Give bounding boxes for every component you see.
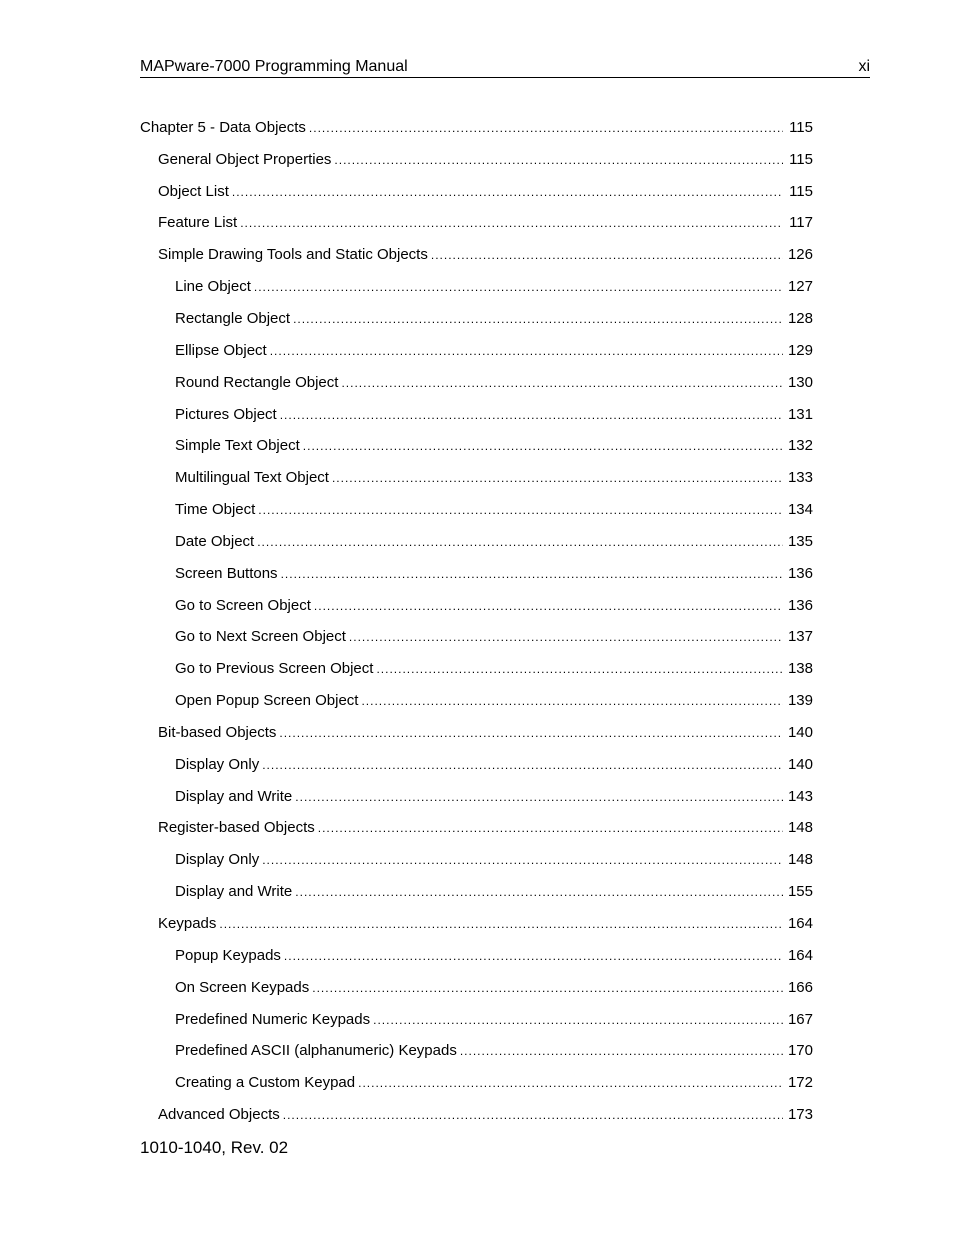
toc-entry-title: Display and Write bbox=[175, 787, 295, 807]
toc-entry-page: 138 bbox=[783, 659, 813, 679]
toc-entry-title: General Object Properties bbox=[158, 150, 334, 170]
toc-entry[interactable] bbox=[140, 1099, 813, 1131]
dot-leader bbox=[232, 182, 783, 202]
page-number: xi bbox=[858, 58, 870, 75]
toc-entry-page: 140 bbox=[783, 723, 813, 743]
toc-entry[interactable] bbox=[140, 1004, 813, 1036]
toc-entry-page: 170 bbox=[783, 1041, 813, 1061]
toc-entry-title: Display and Write bbox=[175, 882, 295, 902]
dot-leader bbox=[312, 978, 783, 998]
toc-entry[interactable] bbox=[140, 112, 813, 144]
dot-leader bbox=[303, 436, 783, 456]
dot-leader bbox=[318, 818, 783, 838]
toc-entry[interactable] bbox=[140, 590, 813, 622]
toc-entry-page: 137 bbox=[783, 627, 813, 647]
toc-entry[interactable] bbox=[140, 622, 813, 654]
toc-entry[interactable] bbox=[140, 462, 813, 494]
toc-entry-page: 164 bbox=[783, 914, 813, 934]
dot-leader bbox=[361, 691, 783, 711]
toc-entry-title: Multilingual Text Object bbox=[175, 468, 332, 488]
dot-leader bbox=[431, 245, 783, 265]
toc-entry[interactable] bbox=[140, 844, 813, 876]
toc-entry-page: 155 bbox=[783, 882, 813, 902]
dot-leader bbox=[293, 309, 783, 329]
toc-entry-page: 130 bbox=[783, 373, 813, 393]
toc-entry-page: 148 bbox=[783, 818, 813, 838]
toc-entry[interactable] bbox=[140, 303, 813, 335]
toc-entry-title: Rectangle Object bbox=[175, 309, 293, 329]
toc-entry[interactable] bbox=[140, 717, 813, 749]
toc-entry-page: 148 bbox=[783, 850, 813, 870]
toc-entry-title: Chapter 5 - Data Objects bbox=[140, 118, 309, 138]
dot-leader bbox=[281, 564, 783, 584]
toc-entry[interactable] bbox=[140, 1035, 813, 1067]
toc-entry[interactable] bbox=[140, 685, 813, 717]
dot-leader bbox=[270, 341, 783, 361]
dot-leader bbox=[283, 1105, 783, 1125]
dot-leader bbox=[284, 946, 783, 966]
toc-entry-page: 134 bbox=[783, 500, 813, 520]
toc-entry-page: 115 bbox=[783, 150, 813, 170]
toc-entry-title: Ellipse Object bbox=[175, 341, 270, 361]
toc-entry-page: 115 bbox=[783, 118, 813, 138]
toc-entry-title: Date Object bbox=[175, 532, 257, 552]
toc-entry[interactable] bbox=[140, 271, 813, 303]
toc-entry-title: On Screen Keypads bbox=[175, 978, 312, 998]
toc-entry-title: Pictures Object bbox=[175, 405, 280, 425]
toc-entry[interactable] bbox=[140, 144, 813, 176]
document-id: 1010-1040, Rev. 02 bbox=[140, 1138, 289, 1157]
toc-entry-page: 136 bbox=[783, 564, 813, 584]
toc-entry[interactable] bbox=[140, 399, 813, 431]
toc-entry-page: 131 bbox=[783, 405, 813, 425]
toc-entry[interactable] bbox=[140, 749, 813, 781]
toc-entry-page: 164 bbox=[783, 946, 813, 966]
toc-entry[interactable] bbox=[140, 335, 813, 367]
toc-entry-page: 167 bbox=[783, 1010, 813, 1030]
toc-entry-title: Object List bbox=[158, 182, 232, 202]
toc-entry[interactable] bbox=[140, 813, 813, 845]
toc-entry-title: Feature List bbox=[158, 213, 240, 233]
toc-entry-page: 166 bbox=[783, 978, 813, 998]
toc-entry[interactable] bbox=[140, 1067, 813, 1099]
dot-leader bbox=[295, 787, 783, 807]
toc-entry-title: Keypads bbox=[158, 914, 219, 934]
dot-leader bbox=[460, 1041, 783, 1061]
dot-leader bbox=[309, 118, 783, 138]
dot-leader bbox=[279, 723, 783, 743]
toc-entry[interactable] bbox=[140, 176, 813, 208]
toc-entry-title: Popup Keypads bbox=[175, 946, 284, 966]
toc-entry-title: Creating a Custom Keypad bbox=[175, 1073, 358, 1093]
dot-leader bbox=[219, 914, 783, 934]
page-header bbox=[140, 57, 870, 78]
toc-entry-title: Simple Drawing Tools and Static Objects bbox=[158, 245, 431, 265]
toc-entry-page: 173 bbox=[783, 1105, 813, 1125]
toc-entry[interactable] bbox=[140, 558, 813, 590]
toc-entry-title: Line Object bbox=[175, 277, 254, 297]
toc-entry[interactable] bbox=[140, 208, 813, 240]
dot-leader bbox=[295, 882, 783, 902]
dot-leader bbox=[257, 532, 783, 552]
dot-leader bbox=[349, 627, 783, 647]
dot-leader bbox=[262, 755, 783, 775]
toc-entry[interactable] bbox=[140, 876, 813, 908]
dot-leader bbox=[314, 596, 783, 616]
toc-entry-page: 135 bbox=[783, 532, 813, 552]
toc-entry-title: Display Only bbox=[175, 850, 262, 870]
toc-entry-title: Go to Screen Object bbox=[175, 596, 314, 616]
manual-title: MAPware-7000 Programming Manual bbox=[140, 58, 408, 75]
toc-entry[interactable] bbox=[140, 940, 813, 972]
toc-entry-page: 126 bbox=[783, 245, 813, 265]
toc-entry[interactable] bbox=[140, 239, 813, 271]
toc-entry[interactable] bbox=[140, 367, 813, 399]
dot-leader bbox=[332, 468, 783, 488]
toc-entry-title: Round Rectangle Object bbox=[175, 373, 341, 393]
toc-entry-page: 128 bbox=[783, 309, 813, 329]
toc-entry-page: 140 bbox=[783, 755, 813, 775]
toc-entry[interactable] bbox=[140, 494, 813, 526]
dot-leader bbox=[341, 373, 783, 393]
toc-entry-page: 172 bbox=[783, 1073, 813, 1093]
toc-entry-title: Go to Previous Screen Object bbox=[175, 659, 376, 679]
toc-entry-page: 143 bbox=[783, 787, 813, 807]
toc-entry[interactable] bbox=[140, 653, 813, 685]
toc-entry[interactable] bbox=[140, 526, 813, 558]
toc-entry-title: Register-based Objects bbox=[158, 818, 318, 838]
toc-entry-title: Advanced Objects bbox=[158, 1105, 283, 1125]
toc-entry-title: Time Object bbox=[175, 500, 258, 520]
dot-leader bbox=[280, 405, 783, 425]
toc-entry[interactable] bbox=[140, 781, 813, 813]
toc-entry-page: 136 bbox=[783, 596, 813, 616]
toc-entry-title: Bit-based Objects bbox=[158, 723, 279, 743]
dot-leader bbox=[358, 1073, 783, 1093]
toc-entry-title: Display Only bbox=[175, 755, 262, 775]
toc-entry-page: 133 bbox=[783, 468, 813, 488]
dot-leader bbox=[262, 850, 783, 870]
toc-entry[interactable] bbox=[140, 972, 813, 1004]
toc-entry-title: Simple Text Object bbox=[175, 436, 303, 456]
toc-entry-title: Predefined ASCII (alphanumeric) Keypads bbox=[175, 1041, 460, 1061]
toc-entry[interactable] bbox=[140, 430, 813, 462]
toc-entry-page: 129 bbox=[783, 341, 813, 361]
toc-entry-title: Open Popup Screen Object bbox=[175, 691, 361, 711]
toc-entry-page: 139 bbox=[783, 691, 813, 711]
toc-entry-title: Go to Next Screen Object bbox=[175, 627, 349, 647]
dot-leader bbox=[258, 500, 783, 520]
toc-entry-page: 127 bbox=[783, 277, 813, 297]
toc-entry-page: 132 bbox=[783, 436, 813, 456]
toc-entry-page: 117 bbox=[783, 213, 813, 233]
dot-leader bbox=[240, 213, 783, 233]
dot-leader bbox=[373, 1010, 783, 1030]
toc-entry-title: Screen Buttons bbox=[175, 564, 281, 584]
dot-leader bbox=[254, 277, 783, 297]
toc-entry-title: Predefined Numeric Keypads bbox=[175, 1010, 373, 1030]
dot-leader bbox=[334, 150, 783, 170]
table-of-contents bbox=[140, 112, 813, 1131]
toc-entry[interactable] bbox=[140, 908, 813, 940]
toc-entry-page: 115 bbox=[783, 182, 813, 202]
dot-leader bbox=[376, 659, 783, 679]
